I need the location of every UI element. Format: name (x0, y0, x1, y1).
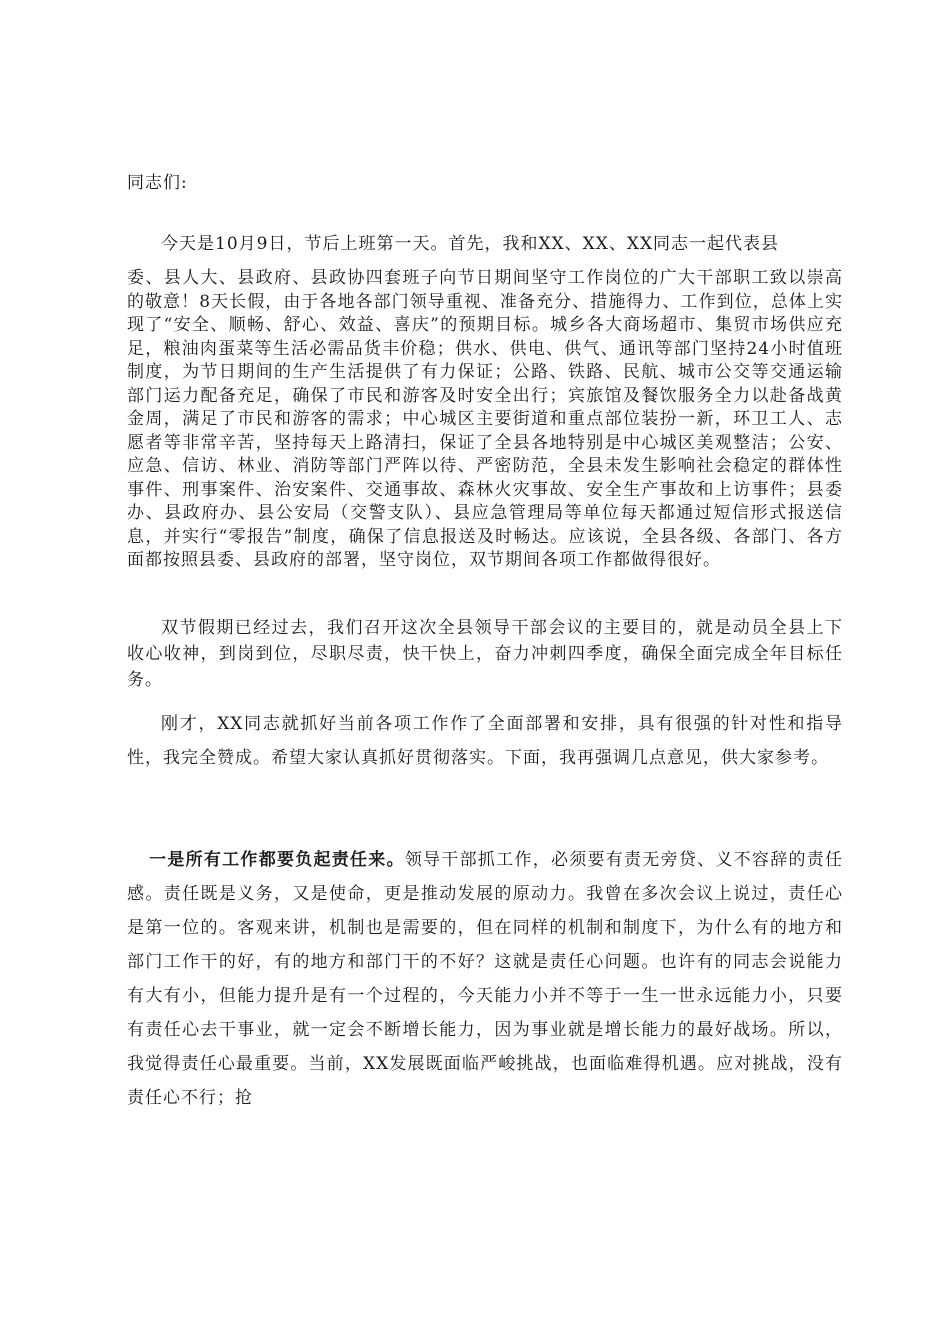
paragraph-body: 委、县人大、县政府、县政协四套班子向节日期间坚守工作岗位的广大干部职工致以崇高的敬意！8天长假，由于各地各部门领导重视、准备充分、措施得力、工作到位，总体上实现了“安全、顺畅、舒心、效益、喜庆”的预期目标。城乡各大商场超市、集贸市场供应充足，粮油肉蛋菜等生活必需品货丰价稳；供水、供电、供气、通讯等部门坚持24小时值班制度，为节日期间的生产生活提供了有力保证；公路、铁路、民航、城市公交等交通运输部门运力配备充足，确保了市民和游客及时安全出行；宾旅馆及餐饮服务全力以赴备战黄金周，满足了市民和游客的需求；中心城区主要街道和重点部位装扮一新，环卫工人、志愿者等非常辛苦，坚持每天上路清扫，保证了全县各地特别是中心城区美观整洁；公安、应急、信访、林业、消防等部门严阵以待、严密防范，全县未发生影响社会稳定的群体性事件、刑事案件、治安案件、交通事故、森林火灾事故、安全生产事故和上访事件；县委办、县政府办、县公安局（交警支队）、县应急管理局等单位每天都通过短信形式报送信息，并实行“零报告”制度，确保了信息报送及时畅达。应该说，全县各级、各部门、各方面都按照县委、县政府的部署，坚守岗位，双节期间各项工作都做得很好。 (127, 268, 843, 570)
paragraph-holiday-summary (127, 227, 843, 573)
paragraph-arrangement: 刚才，XX同志就抓好当前各项工作作了全面部署和安排，具有很强的针对性和指导性，我完全赞成。希望大家认真抓好贯彻落实。下面，我再强调几点意见，供大家参考。 (127, 714, 843, 768)
point-one-body: 领导干部抓工作，必须要有责无旁贷、义不容辞的责任感。责任既是义务，又是使命，更是推动发展的原动力。我曾在多次会议上说过，责任心是第一位的。客观来讲，机制也是需要的，但在同样的机制和制度下，为什么有的地方和部门工作干的好，有的地方和部门干的不好？这就是责任心问题。也许有的同志会说能力有大有小，但能力提升是有一个过程的，今天能力小并不等于一生一世永远能力小，只要有责任心去干事业，就一定会不断增长能力，因为事业就是增长能力的最好战场。所以，我觉得责任心最重要。当前，XX发展既面临严峻挑战，也面临难得机遇。应对挑战，没有责任心不行；抢 (127, 850, 844, 1108)
paragraph-meeting-purpose: 双节假期已经过去，我们召开这次全县领导干部会议的主要目的，就是动员全县上下收心收神，到岗到位，尽职尽责，快干快上，奋力冲刺四季度，确保全面完成全年目标任务。 (127, 618, 843, 690)
point-one-heading: 一是所有工作都要负起责任来。 (149, 850, 405, 870)
paragraph-first-line: 今天是10月9日，节后上班第一天。首先，我和XX、XX、XX同志一起代表县 (161, 234, 780, 254)
salutation: 同志们: (127, 173, 188, 193)
paragraph-point-one (127, 843, 843, 1115)
